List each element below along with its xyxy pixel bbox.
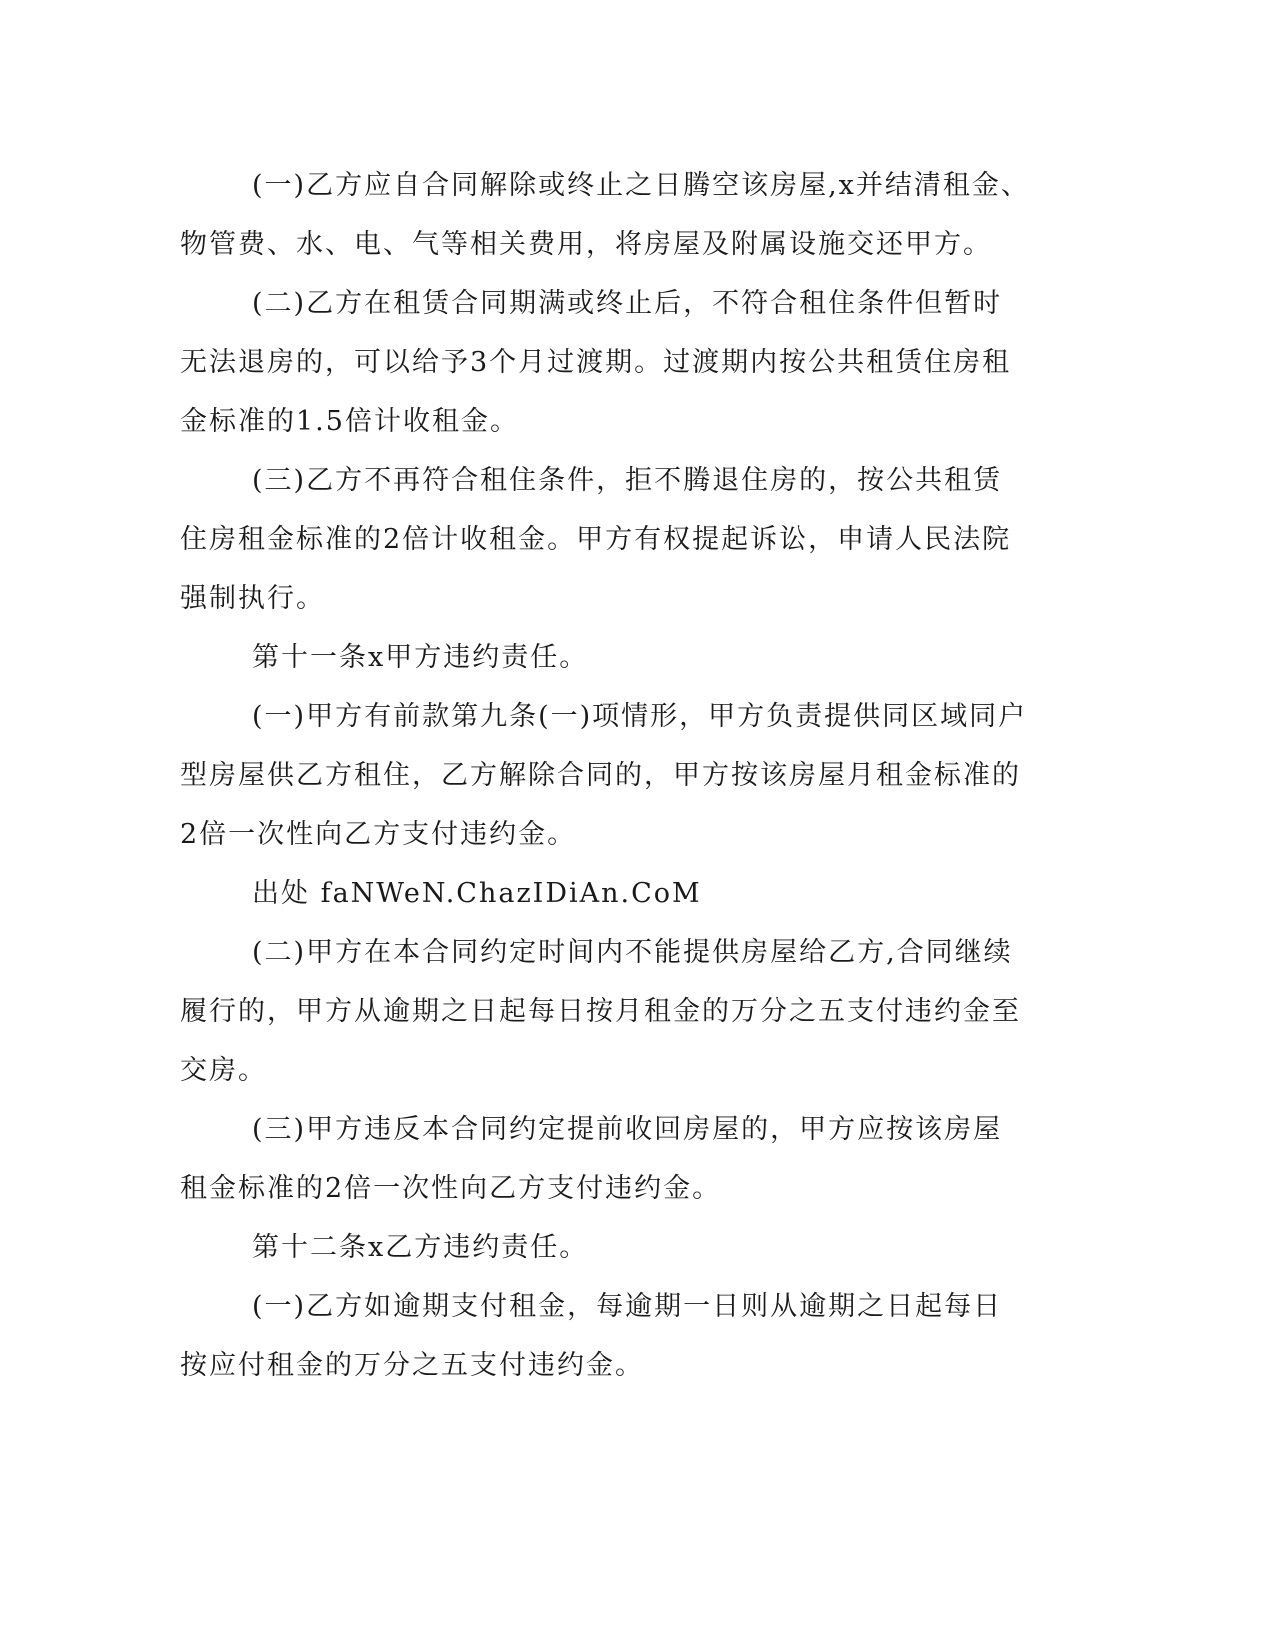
paragraph-article-11-item-3: (三)甲方违反本合同约定提前收回房屋的，甲方应按该房屋租金标准的2倍一次性向乙方支付违约金。 [180, 1114, 1003, 1204]
article-11-heading: 第十一条x甲方违约责任。 [252, 642, 589, 673]
document-body [180, 156, 1030, 1395]
paragraph-clause-1: (一)乙方应自合同解除或终止之日腾空该房屋,x并结清租金、物管费、水、电、气等相关费用，将房屋及附属设施交还甲方。 [180, 170, 1030, 260]
paragraph-article-12-item-1: (一)乙方如逾期支付租金，每逾期一日则从逾期之日起每日按应付租金的万分之五支付违约金。 [180, 1291, 1003, 1381]
article-12-heading: 第十二条x乙方违约责任。 [252, 1232, 589, 1263]
paragraph-clause-2: (二)乙方在租赁合同期满或终止后，不符合租住条件但暂时无法退房的，可以给予3个月过渡期。过渡期内按公共租赁住房租金标准的1.5倍计收租金。 [180, 288, 1012, 437]
paragraph-clause-3: (三)乙方不再符合租住条件，拒不腾退住房的，按公共租赁住房租金标准的2倍计收租金。甲方有权提起诉讼，申请人民法院强制执行。 [180, 465, 1012, 614]
paragraph-article-11-item-1: (一)甲方有前款第九条(一)项情形，甲方负责提供同区域同户型房屋供乙方租住，乙方解除合同的，甲方按该房屋月租金标准的2倍一次性向乙方支付违约金。 [180, 701, 1028, 850]
source-note: 出处 faNWeN.ChazIDiAn.CoM [252, 878, 702, 909]
paragraph-article-11-item-2: (二)甲方在本合同约定时间内不能提供房屋给乙方,合同继续履行的，甲方从逾期之日起每日按月租金的万分之五支付违约金至交房。 [180, 937, 1021, 1086]
